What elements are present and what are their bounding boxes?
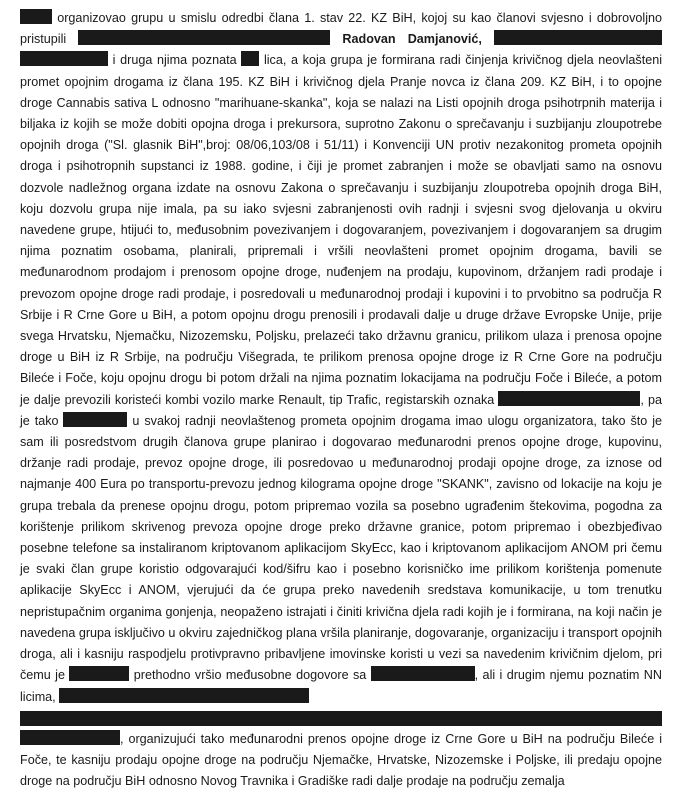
redaction: [69, 666, 129, 681]
redaction: [63, 412, 127, 427]
document-body: [20, 8, 662, 792]
redaction: [59, 688, 309, 703]
text-segment: organizovao grupu u smislu odredbi člana 1. stav 22. KZ BiH, kojoj su kao članovi svjesno i dobrovoljno pristupili: [20, 11, 662, 47]
redaction: [371, 666, 475, 681]
redaction-line: [20, 711, 662, 726]
redaction: [20, 9, 52, 24]
redaction: [241, 51, 259, 66]
redaction: [78, 30, 330, 45]
text-segment: prethodno vršio međusobne dogovore sa: [133, 668, 367, 683]
redaction: [20, 730, 120, 745]
text-segment-bold-name: Radovan Damjanović,: [342, 32, 482, 47]
text-segment: lica, a koja grupa je formirana radi činjenja krivičnog djela neovlašteni promet opojnim drogama iz člana 195. KZ BiH i krivičnog djela Pranje novca iz člana 209. KZ BiH, i to opojne droge Cannabis sativa L odnosno "marihuane-skanka", koja se nalazi na Listi opojnih droga psihotrpnih materija i biljaka iz kojih se može dobiti opojna droga i prekursora, suprotno Zakonu o sprečavanju i suzbijanju zloupotrebe opojnih droga ("Sl. glasnik BiH",broj: 08/06,103/08 i 51/11) i Konvenciji UN protiv nezakonitog prometa opojnih droga i psihotropnih supstanci iz 1988. godine, i čiji je promet zabranjen i može se obavljati samo na osnovu dozvole nadležnog organa izdate na osnovu Zakona o sprečavanju i suzbijanju zloupotreba opojnih droga BiH, koju dozvolu grupa nije imala, pa su iako svjesni zabranjenosti ovih radnji i svjesni svog djelovanja u okviru navedene grupe, htijući to, međusobnim povezivanjem i dogovaranjem, povezivanjem i dogovaranjem sa drugim njima poznatim osobama, planirali, pripremali i vršili neovlašteni promet opojnim drogama, bavili se međunarodnom prodajom i prenosom opojne droge, nuđenjem na prodaju, kupovinom, držanjem radi prodaje i prevozom opojne droge radi prodaje, i posredovali u međunarodnoj prodaji i kupovini i to prvobitno sa područja R Srbije i R Crne Gore u BiH, a potom opojnu drogu prenosili i prodavali dalje u druge države Evropske Unije, prije svega Hrvatsku, Njemačku, Nizozemsku, Poljsku, prelazeći tako državnu granicu, prilikom ulaza i prenosa opojne droge u BiH iz R Srbije, na području Višegrada, te prilikom prenosa opojne droge iz R Crne Gore na području Bileće i Foče, koju opojnu drogu bi potom držali na njima poznatim lokacijama na području Foče i Bileće, a potom je dalje prevozili koristeći kombi vozilo marke Renault, tip Trafic, registarskih oznaka: [20, 53, 663, 407]
text-segment: , organizujući tako međunarodni prenos opojne droge iz Crne Gore u BiH na području Bileće i Foče, te kasniju prodaju opojne droge na području Njemačke, Hrvatske, Nizozemske i Poljske, ili predaju opojne droge na području BiH odnosno Novog Travnika i Gradiške radi dalje prodaje na području zemalja: [20, 731, 662, 789]
text-segment: , ali i drugim njemu poznatim NN licima,: [20, 668, 662, 704]
redaction: [20, 51, 108, 66]
document-page: [20, 8, 662, 792]
text-segment: i druga njima poznata: [112, 53, 237, 68]
text-segment: u svakoj radnji neovlaštenog prometa opojnim drogama imao ulogu organizatora, tako što je sam ili posredstvom drugih članova grupe planirao i dogovarao međunarodni prenos opojne droge, kupovinu, držanje radi prodaje, prevoz opojne droge, ili posredovao u međunarodnoj prodaji opojne droge, za iznose od najmanje 400 Eura po transportu-prevozu jednog kilograma opojne droge "SKANK", zavisno od lokacije na koju je grupa trebala da prenese opojnu drogu, potom pripremao vozila sa posebno ugrađenim štekovima, pogodna za korištenje prilikom skrivenog prevoza opojne droge preko državne granice, potom pripremao i obezbjeđivao posebne telefone sa instaliranom kriptovanom aplikacijom SkyEcc, kao i kriptovanom aplikacijom ANOM pri čemu je svaki član grupe koristio odgovarajući kod/šifru kao i posebno korisničko ime prilikom korištenja pomenute aplikacije SkyEcc i ANOM, vjerujući da će grupa preko navedenih sredstava komunikacije, u tom trenutku nepristupačnim organima gonjenja, neopaženo istrajati i činiti krivična djela radi kojih je i formirana, na koji način je navedena grupa isključivo u okviru zajedničkog plana vršila planiranje, dogovaranje, organizaciju i transport opojnih droga, ali i kasniju raspodjelu protivpravno pribavljene imovinske koristi u vezi sa navedenim krivičnim djelom, pri čemu je: [20, 413, 663, 683]
text-segment: , pa je tako: [20, 392, 662, 428]
redaction: [494, 30, 662, 45]
redaction: [498, 391, 640, 406]
